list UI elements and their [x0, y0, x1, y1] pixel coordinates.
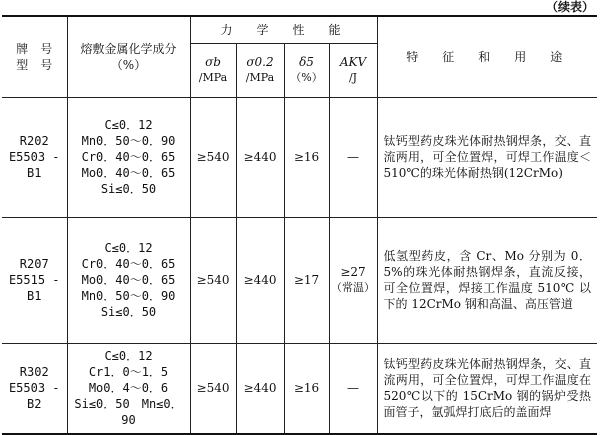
header-sigma-02: σ0.2 /MPa	[236, 43, 284, 97]
delta5-cell: ≥17	[284, 217, 329, 343]
table-row	[2, 343, 597, 434]
usage-cell: 低氢型药皮，含 Cr、Mo 分别为 0．5%的珠光体耐热钢焊条，直流反接，可全位置焊，焊接工作温度 510℃ 以下的 12CrMo 钢和高温、高压管道	[377, 217, 597, 343]
header-delta5: δ5 （%）	[284, 43, 329, 97]
composition-cell: C≤0．12 Cr0．40～0．65 Mo0．40～0．65 Mn0．50～0．90 Si≤0．50	[67, 217, 190, 343]
header-composition: 熔敷金属化学成分 （%）	[67, 16, 190, 97]
sigma-b-cell: ≥540	[190, 343, 236, 434]
header-mechanical: 力 学 性 能	[190, 16, 377, 43]
usage-cell: 钛钙型药皮珠光体耐热钢焊条，交、直流两用，可全位置焊，可焊工作温度＜510℃的珠光体耐热钢(12CrMo)	[377, 97, 597, 217]
electrode-spec-table	[2, 15, 597, 435]
table-row	[2, 217, 597, 343]
sigma-02-cell: ≥440	[236, 217, 284, 343]
akv-cell: ≥27 （常温）	[329, 217, 377, 343]
composition-cell: C≤0．12 Mn0．50～0．90 Cr0．40～0．65 Mo0．40～0．65 Si≤0．50	[67, 97, 190, 217]
table-row	[2, 97, 597, 217]
grade-cell: R207 E5515 - B1	[2, 217, 67, 343]
grade-cell: R202 E5503 - B1	[2, 97, 67, 217]
header-sigma-b: σb /MPa	[190, 43, 236, 97]
delta5-cell: ≥16	[284, 343, 329, 434]
akv-cell: —	[329, 97, 377, 217]
header-grade: 牌 号 型 号	[2, 16, 67, 97]
header-akv: AKV /J	[329, 43, 377, 97]
sigma-b-cell: ≥540	[190, 217, 236, 343]
usage-cell: 钛钙型药皮珠光体耐热钢焊条，交、直流两用，可全位置焊，可焊工作温度在 520℃以下的 15CrMo 钢的锅炉受热面管子，氩弧焊打底后的盖面焊	[377, 343, 597, 434]
sigma-02-cell: ≥440	[236, 343, 284, 434]
sigma-02-cell: ≥440	[236, 97, 284, 217]
header-usage: 特 征 和 用 途	[377, 16, 597, 97]
delta5-cell: ≥16	[284, 97, 329, 217]
akv-cell: —	[329, 343, 377, 434]
grade-cell: R302 E5503 - B2	[2, 343, 67, 434]
continued-label: （续表）	[545, 0, 594, 14]
composition-cell: C≤0．12 Cr1．0～1．5 Mo0．4～0．6 Si≤0．50 Mn≤0．90	[67, 343, 190, 434]
sigma-b-cell: ≥540	[190, 97, 236, 217]
